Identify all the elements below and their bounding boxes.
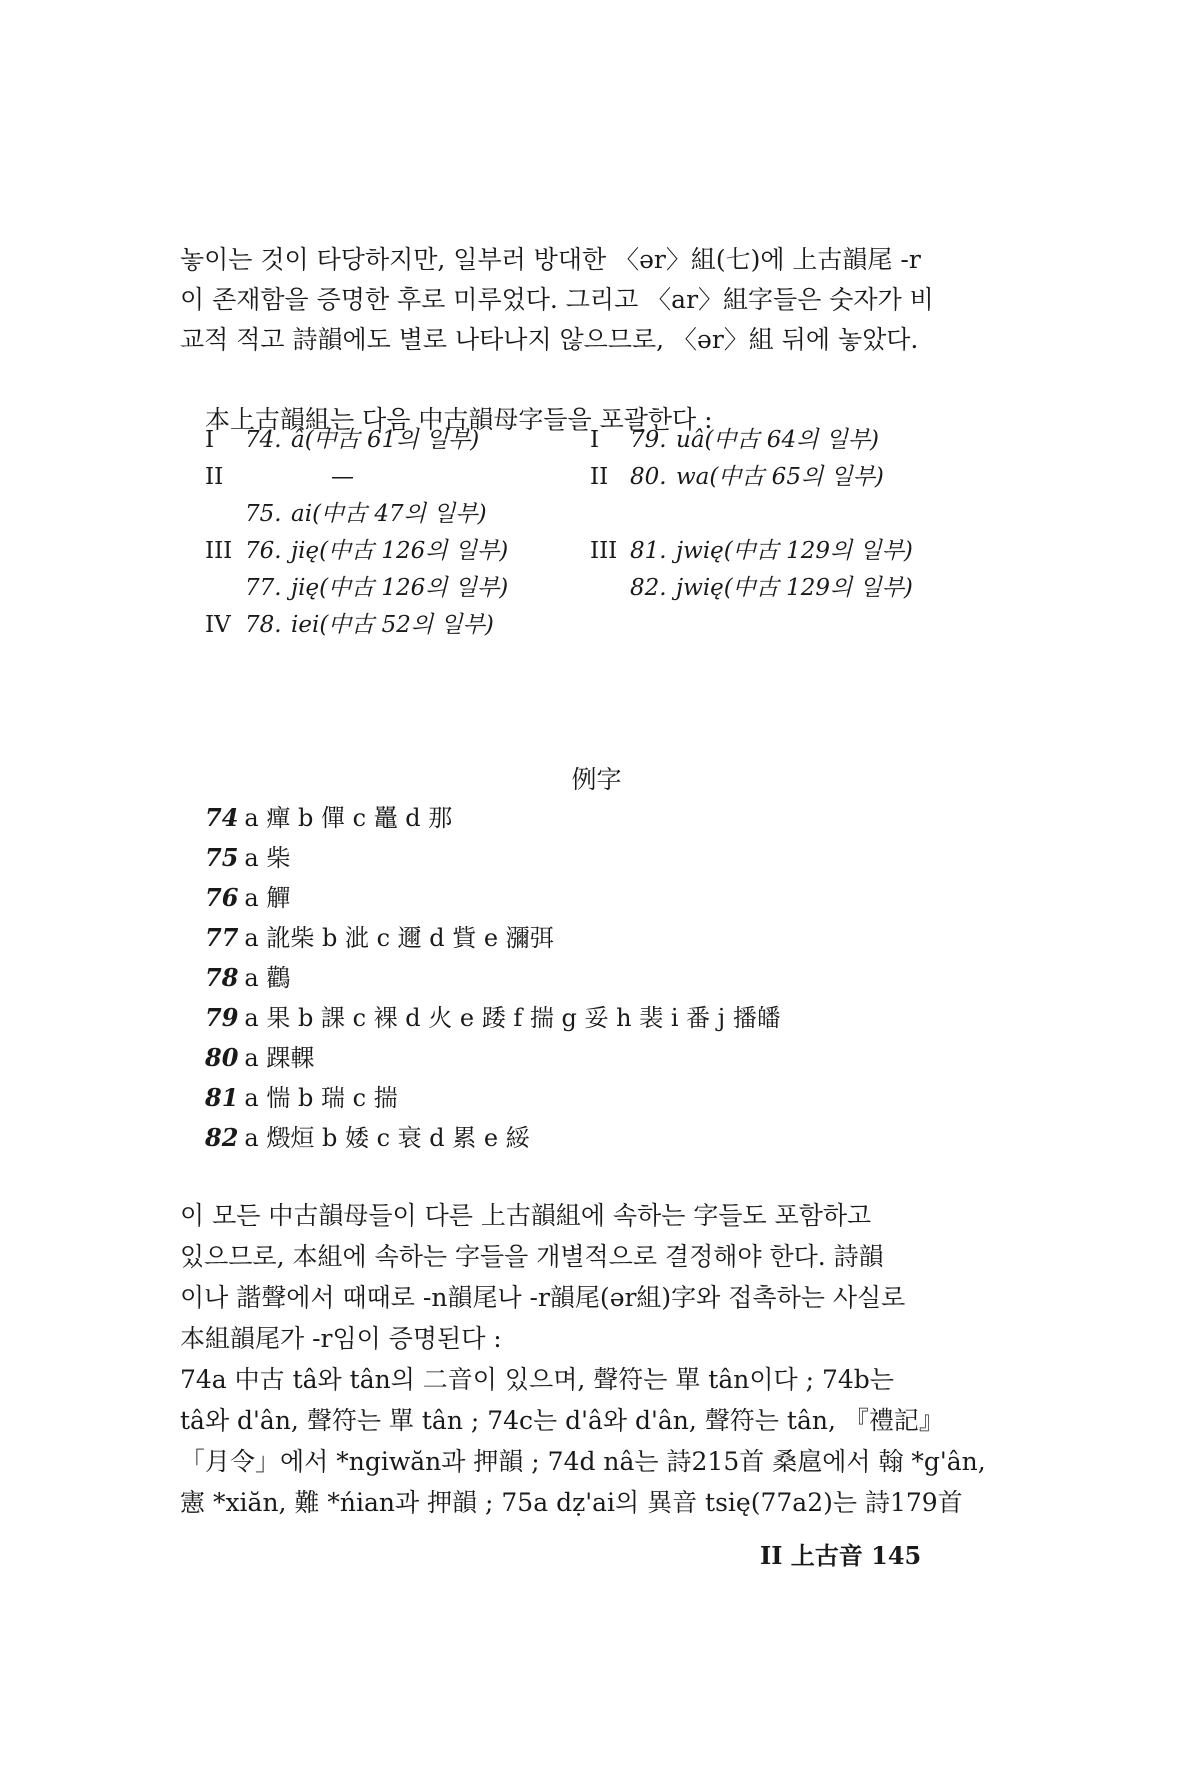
table-row: I 79. uâ(中古 64의 일부) <box>590 427 880 453</box>
list-item: 80 a 踝輠 <box>205 1043 315 1072</box>
table-row: III 81. jwię(中古 129의 일부) <box>590 538 913 564</box>
table-row: II — <box>205 464 354 490</box>
table-row: 77. jię(中古 126의 일부) <box>245 575 509 601</box>
table-row: II 80. wa(中古 65의 일부) <box>590 464 884 490</box>
examples-list <box>205 798 781 1158</box>
table-row: III 76. jię(中古 126의 일부) <box>205 538 509 564</box>
body-paragraph <box>180 1195 1000 1523</box>
body-line-8: 憲 *xiăn, 難 *ńian과 押韻 ; 75a dẓ'ai의 異音 tsię(77a2)는 詩179首 <box>180 1488 963 1517</box>
body-line-4: 本組韻尾가 -r임이 증명된다 : <box>180 1324 502 1353</box>
rhyme-table-right <box>590 422 913 644</box>
list-item: 81 a 惴 b 瑞 c 揣 <box>205 1083 398 1112</box>
body-line-7: 「月令」에서 *ngiwăn과 押韻 ; 74d nâ는 詩215首 桑扈에서 翰 *g'ân, <box>180 1447 986 1476</box>
list-item: 82 a 燬烜 b 婑 c 衰 d 累 e 綏 <box>205 1123 530 1152</box>
lead-sentence: 本上古韻組는 다음 中古韻母字들을 포괄한다 : <box>205 405 713 434</box>
examples-heading: 例字 <box>571 765 622 794</box>
table-row <box>590 496 913 533</box>
body-line-1: 이 모든 中古韻母들이 다른 上古韻組에 속하는 字들도 포함하고 <box>180 1201 872 1230</box>
table-row: 75. ai(中古 47의 일부) <box>245 501 487 527</box>
intro-paragraph <box>180 240 1000 360</box>
body-line-5: 74a 中古 tâ와 tân의 二音이 있으며, 聲符는 單 tân이다 ; 74b는 <box>180 1365 894 1394</box>
intro-line-2: 이 존재함을 증명한 후로 미루었다. 그리고 〈ar〉組字들은 숫자가 비 <box>180 285 934 314</box>
table-row: IV 78. iei(中古 52의 일부) <box>205 612 494 638</box>
table-row <box>590 607 913 644</box>
list-item: 77 a 訛柴 b 泚 c 邇 d 貲 e 瀰弭 <box>205 923 554 952</box>
list-item: 76 a 觶 <box>205 883 291 912</box>
intro-line-1: 놓이는 것이 타당하지만, 일부러 방대한 〈ər〉組(七)에 上古韻尾 -r <box>180 245 921 274</box>
rhyme-table-left <box>205 422 508 644</box>
body-line-3: 이나 諧聲에서 때때로 -n韻尾나 -r韻尾(ər組)字와 접촉하는 사실로 <box>180 1283 906 1312</box>
page-footer: II 上古音 145 <box>760 1541 922 1570</box>
list-item: 78 a 鸛 <box>205 963 291 992</box>
intro-line-3: 교적 적고 詩韻에도 별로 나타나지 않으므로, 〈ər〉組 뒤에 놓았다. <box>180 325 919 354</box>
list-item: 74 a 癉 b 僤 c 鼉 d 那 <box>205 803 453 832</box>
body-line-6: tâ와 d'ân, 聲符는 單 tân ; 74c는 d'â와 d'ân, 聲符는 tân, 『禮記』 <box>180 1406 944 1435</box>
table-row: I 74. â(中古 61의 일부) <box>205 427 480 453</box>
table-row: 82. jwię(中古 129의 일부) <box>630 575 913 601</box>
body-line-2: 있으므로, 本組에 속하는 字들을 개별적으로 결정해야 한다. 詩韻 <box>180 1242 884 1271</box>
list-item: 79 a 果 b 課 c 裸 d 火 e 踒 f 揣 g 妥 h 裴 i 番 j 播皤 <box>205 1003 781 1032</box>
list-item: 75 a 柴 <box>205 843 291 872</box>
